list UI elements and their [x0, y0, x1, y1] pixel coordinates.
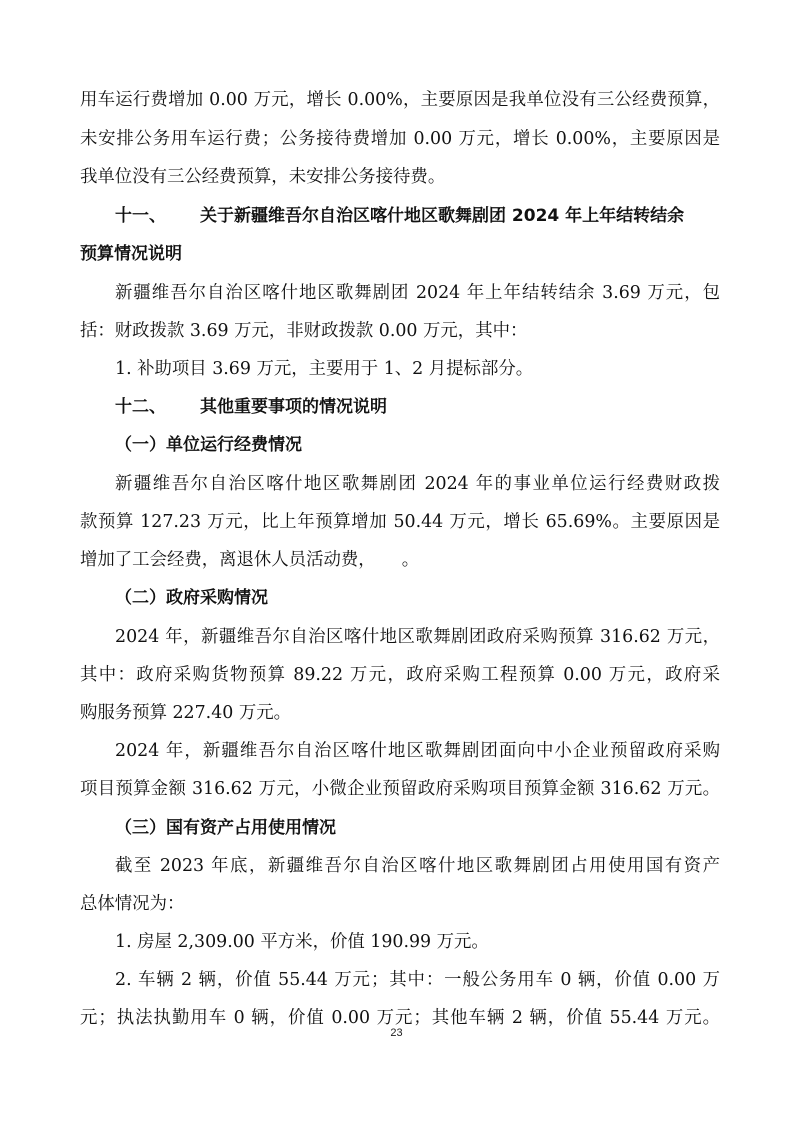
paragraph-line: 截至 2023 年底，新疆维吾尔自治区喀什地区歌舞剧团占用使用国有资产	[115, 856, 720, 876]
section-title: 关于新疆维吾尔自治区喀什地区歌舞剧团 2024 年上年结转结余	[200, 206, 685, 226]
paragraph-line: 元；执法执勤用车 0 辆，价值 0.00 万元；其他车辆 2 辆，价值 55.44 万元。	[80, 1008, 720, 1028]
subheading: （一）单位运行经费情况	[115, 435, 302, 455]
list-item: 2. 车辆 2 辆，价值 55.44 万元；其中：一般公务用车 0 辆，价值 0.00 万	[115, 970, 720, 990]
subheading: （二）政府采购情况	[115, 588, 268, 608]
page-number: 23	[390, 1027, 403, 1039]
paragraph-line: 未安排公务用车运行费；公务接待费增加 0.00 万元，增长 0.00%，主要原因是	[80, 129, 720, 149]
section-heading-continuation: 预算情况说明	[80, 244, 182, 264]
subheading: （三）国有资产占用使用情况	[115, 818, 336, 838]
paragraph-line: 用车运行费增加 0.00 万元，增长 0.00%，主要原因是我单位没有三公经费预算，	[80, 90, 720, 110]
paragraph-line: 其中：政府采购货物预算 89.22 万元，政府采购工程预算 0.00 万元，政府采	[80, 665, 720, 685]
paragraph-line: 购服务预算 227.40 万元。	[80, 703, 292, 723]
section-number: 十一、	[115, 206, 166, 226]
paragraph-line: 2024 年，新疆维吾尔自治区喀什地区歌舞剧团政府采购预算 316.62 万元，	[115, 627, 720, 647]
paragraph-line: 项目预算金额 316.62 万元，小微企业预留政府采购项目预算金额 316.62 万元。	[80, 779, 720, 799]
paragraph-line: 我单位没有三公经费预算，未安排公务接待费。	[80, 167, 446, 187]
paragraph-line: 增加了工会经费，离退休人员活动费， 。	[80, 550, 420, 570]
section-number: 十二、	[115, 397, 166, 417]
section-title: 其他重要事项的情况说明	[200, 397, 387, 417]
paragraph-line: 总体情况为：	[80, 894, 185, 914]
list-item: 1. 补助项目 3.69 万元，主要用于 1、2 月提标部分。	[115, 359, 534, 379]
section-heading-11	[115, 205, 720, 227]
paragraph-line: 款预算 127.23 万元，比上年预算增加 50.44 万元，增长 65.69%。主要原因是	[80, 512, 720, 532]
list-item: 1. 房屋 2,309.00 平方米，价值 190.99 万元。	[115, 932, 489, 952]
section-heading-12	[115, 396, 720, 418]
paragraph-line: 2024 年，新疆维吾尔自治区喀什地区歌舞剧团面向中小企业预留政府采购	[115, 741, 720, 761]
paragraph-line: 括：财政拨款 3.69 万元，非财政拨款 0.00 万元，其中：	[80, 321, 528, 341]
paragraph-line: 新疆维吾尔自治区喀什地区歌舞剧团 2024 年上年结转结余 3.69 万元，包	[115, 283, 720, 303]
paragraph-line: 新疆维吾尔自治区喀什地区歌舞剧团 2024 年的事业单位运行经费财政拨	[115, 474, 720, 494]
